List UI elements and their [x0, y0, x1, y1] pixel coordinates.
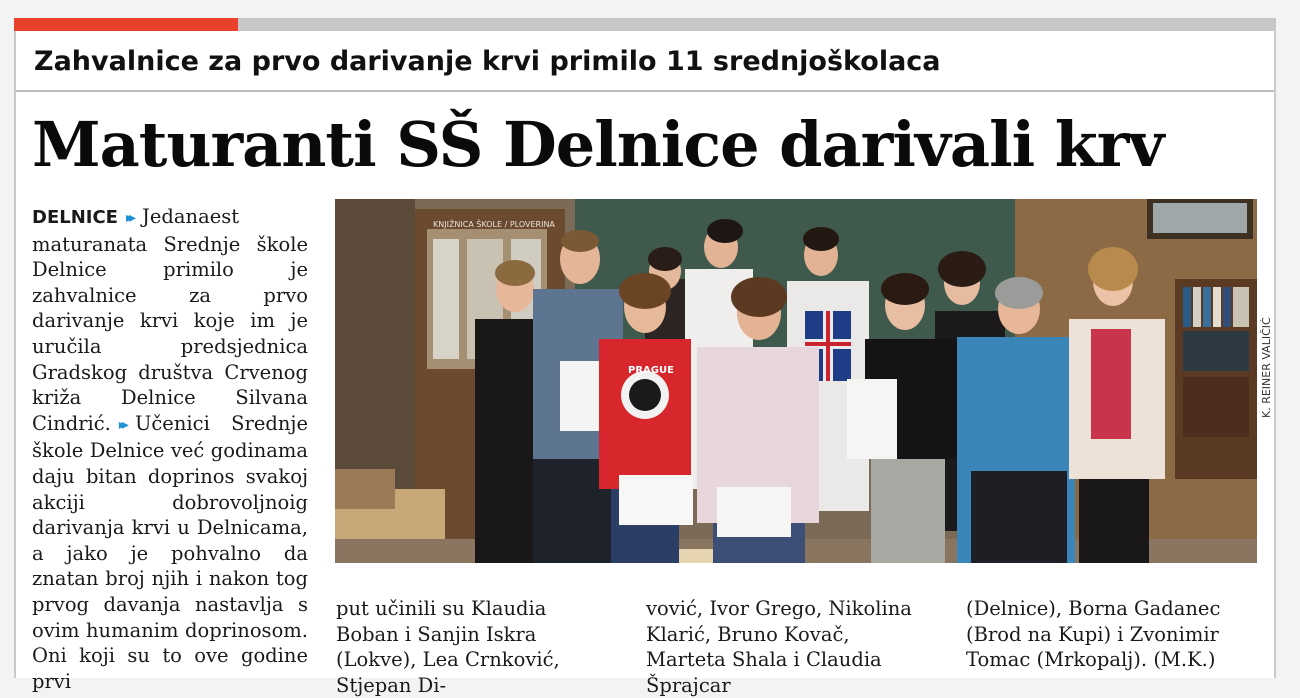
top-color-bar — [14, 18, 1276, 31]
group-photo — [335, 199, 1257, 563]
lead-text-1: Jedanaest maturanata Srednje škole Delnice primilo je zahvalnice za prvo darivanje krvi koje im je uručila predsjednica Gradskog društva Crvenog križa Delnice Silvana Cindrić. — [32, 205, 308, 435]
article-column-3: vović, Ivor Grego, Nikolina Klarić, Bruno Kovač, Marteta Shala i Claudia Šprajcar — [646, 597, 912, 697]
kicker-divider — [16, 90, 1274, 92]
right-border — [1274, 31, 1276, 678]
paragraph-arrow-icon: ▸▸ — [125, 210, 133, 226]
article-kicker: Zahvalnice za prvo darivanje krvi primilo 11 srednjoškolaca — [34, 46, 941, 77]
article-headline: Maturanti SŠ Delnice darivali krv — [32, 108, 1164, 181]
newspaper-page — [14, 18, 1276, 697]
photo-credit: K. REINER VALIČIĆ — [1260, 317, 1273, 418]
shirt-text: PRAGUE — [628, 365, 674, 376]
lead-text-2: Učenici Srednje škole Delnice već godinama daju bitan doprinos svakoj akciji dobrovoljnoig darivanja krvi u Delnicama, a jako je pohvalno da znatan broj njih i nakon tog prvog davanja nastavlja s ovim humanim doprinosom. Oni koji su to ove godine prvi — [32, 411, 308, 693]
left-border — [14, 31, 16, 678]
wall-sign-text: KNJIŽNICA ŠKOLE / PLOVERINA — [433, 220, 555, 229]
article-column-4: (Delnice), Borna Gadanec (Brod na Kupi) i Zvonimir Tomac (Mrkopalj). (M.K.) — [966, 597, 1221, 672]
top-accent-bar — [14, 18, 238, 31]
article-column-2: put učinili su Klaudia Boban i Sanjin Iskra (Lokve), Lea Crnković, Stjepan Di- — [336, 597, 560, 697]
article-lead-column — [32, 204, 308, 694]
paragraph-arrow-icon: ▸▸ — [118, 416, 125, 433]
dateline-location: DELNICE — [32, 207, 118, 228]
